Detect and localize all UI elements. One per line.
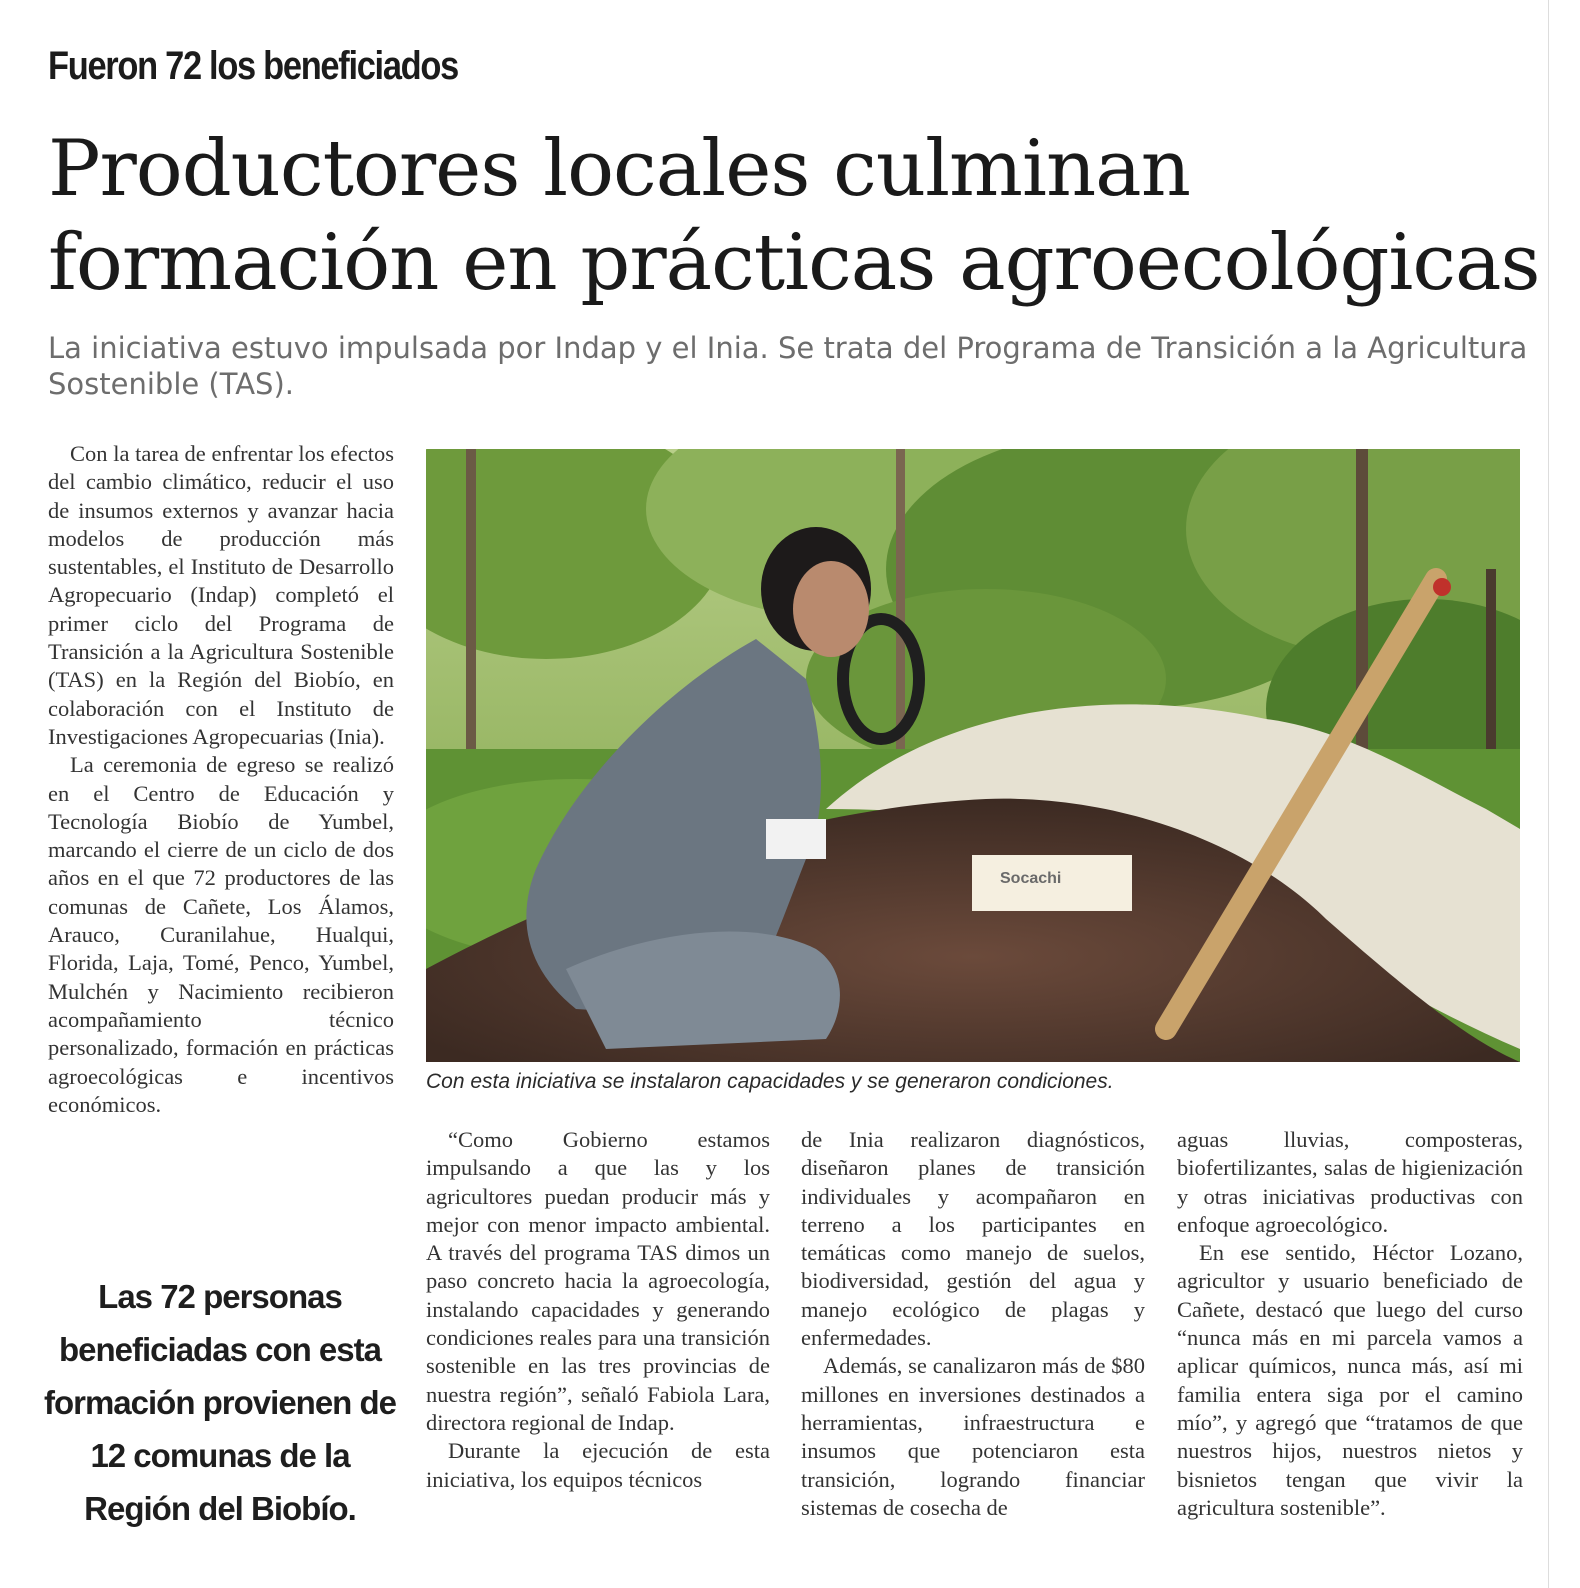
page-edge-divider [1548,0,1549,1588]
body-paragraph: La ceremonia de egreso se realizó en el Centro de Educación y Tecnología Biobío de Yumbel, marcando el cierre de un ciclo de dos años en el que 72 productores de las comunas de Cañete, Los Álamos, Arauco, Curanilahue, Hualqui, Florida, Laja, Tomé, Penco, Yumbel, Mulchén y Nacimiento recibieron acompañamiento técnico personalizado, formación en prácticas agroecológicas e incentivos económicos. [48,752,394,1117]
article-deck: La iniciativa estuvo impulsada por Indap y el Inia. Se trata del Programa de Transición a la Agricultura Sostenible (TAS). [48,331,1528,401]
body-column-1 [48,440,394,1119]
body-paragraph: Además, se canalizaron más de $80 millones en inversiones destinados a herramientas, infraestructura e insumos que potenciaron esta transición, logrando financiar sistemas de cosecha de [801,1353,1145,1520]
body-column-3 [801,1126,1145,1522]
article-headline: Productores locales culminan formación en prácticas agroecológicas [48,124,1540,308]
body-paragraph: Con la tarea de enfrentar los efectos del cambio climático, reducir el uso de insumos externos y avanzar hacia modelos de producción más sustentables, el Instituto de Desarrollo Agropecuario (Indap) completó el primer ciclo del Programa de Transición a la Agricultura Sostenible (TAS) en la Región del Biobío, en colaboración con el Instituto de Investigaciones Agropecuarias (Inia). [48,441,394,749]
body-column-4 [1177,1126,1523,1522]
body-paragraph: “Como Gobierno estamos impulsando a que las y los agricultores puedan producir más y mejor con menor impacto ambiental. A través del programa TAS dimos un paso concreto hacia la agroecología, instalando capacidades y generando condiciones reales para una transición sostenible en las tres provincias de nuestra región”, señaló Fabiola Lara, directora regional de Indap. [426,1127,770,1435]
article-kicker: Fueron 72 los beneficiados [48,44,458,88]
photo-caption: Con esta iniciativa se instalaron capacidades y se generaron condiciones. [426,1070,1114,1093]
article-photo [426,449,1520,1062]
body-paragraph: de Inia realizaron diagnósticos, diseñaron planes de transición individuales y acompañaron en terreno a los participantes en temáticas como manejo de suelos, biodiversidad, gestión del agua y manejo ecológico de plagas y enfermedades. [801,1127,1145,1351]
body-column-2 [426,1126,770,1494]
photo-sign-text: Socachi [1000,870,1062,887]
body-paragraph: aguas lluvias, composteras, biofertilizantes, salas de higienización y otras iniciativas productivas con enfoque agroecológico. [1177,1127,1523,1237]
pull-quote: Las 72 personas beneficiadas con esta formación provienen de 12 comunas de la Región del Biobío. [43,1278,397,1527]
body-paragraph: Durante la ejecución de esta iniciativa, los equipos técnicos [426,1438,770,1492]
body-paragraph: En ese sentido, Héctor Lozano, agricultor y usuario beneficiado de Cañete, destacó que luego del curso “nunca más en mi parcela vamos a aplicar químicos, nunca más, así mi familia entera siga por el camino mío”, y agregó que “tratamos de que nuestros hijos, nuestros nietos y bisnietos tengan que vivir la agricultura sostenible”. [1177,1240,1523,1520]
